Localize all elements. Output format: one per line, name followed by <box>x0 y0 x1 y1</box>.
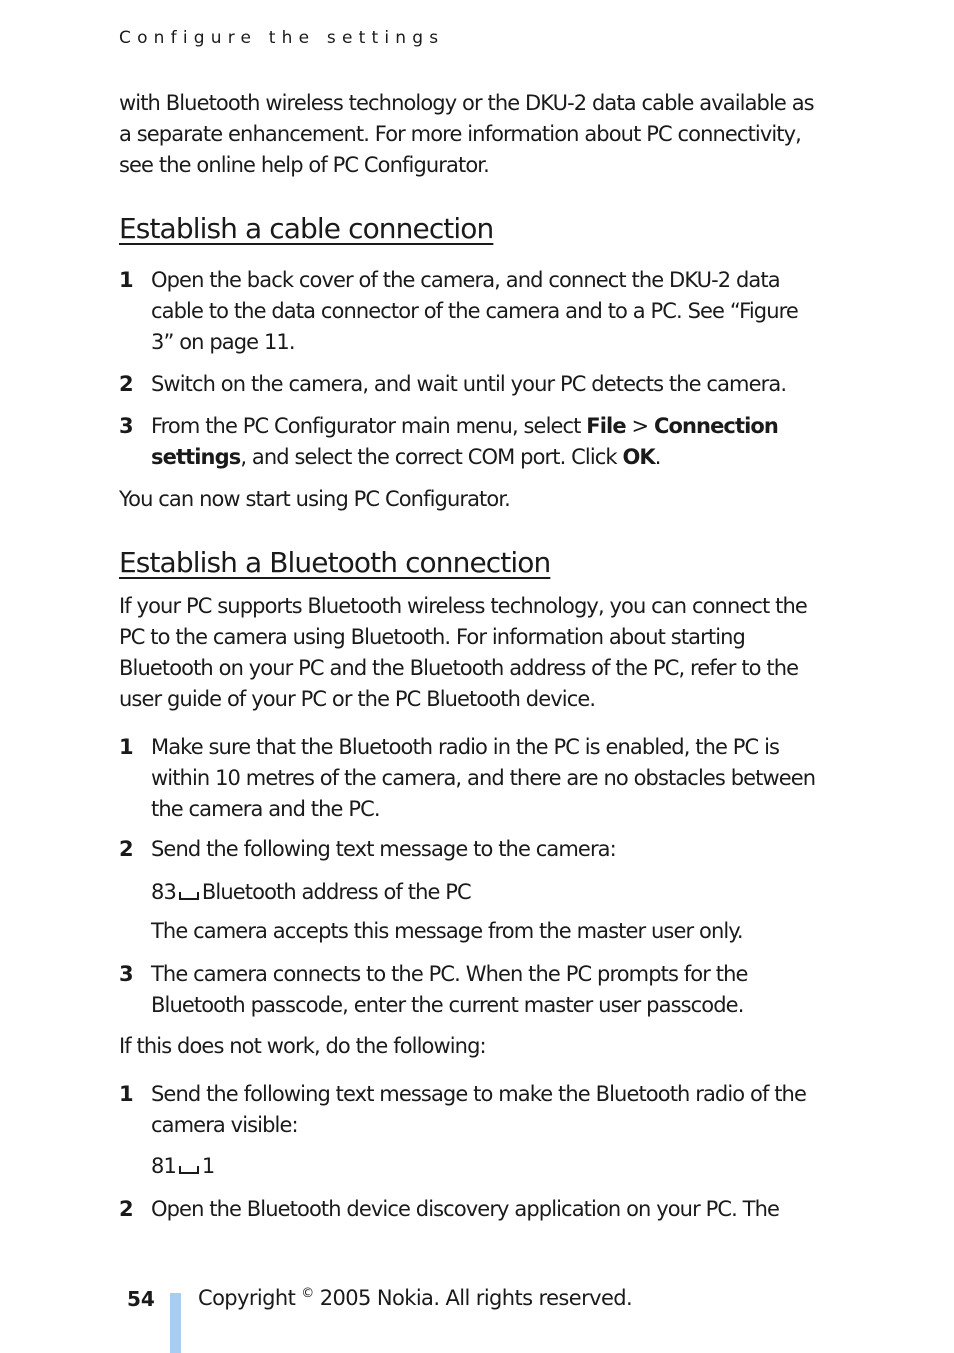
cable-step-1 <box>119 265 819 358</box>
bt-step-2 <box>119 834 819 865</box>
step-text: Open the Bluetooth device discovery application on your PC. The <box>151 1197 780 1221</box>
fallback-step-1 <box>119 1079 819 1141</box>
step-text-part: , and select the correct COM port. Click <box>240 445 623 469</box>
message-code: 81 <box>151 1154 176 1178</box>
step-number: 1 <box>119 1082 133 1106</box>
bt-intro-paragraph: If your PC supports Bluetooth wireless technology, you can connect the PC to the camera using Bluetooth. For information about starting Bluetooth on your PC and the Bluetooth address of the PC, refer to the user guide of your PC or the PC Bluetooth device. <box>119 594 807 711</box>
bt-step-1 <box>119 732 819 825</box>
footer-accent-bar <box>170 1293 181 1353</box>
menu-separator: > <box>625 414 654 438</box>
copyright-suffix: 2005 Nokia. All rights reserved. <box>313 1286 633 1310</box>
step-number: 1 <box>119 268 133 292</box>
step-text-part: . <box>654 445 661 469</box>
page-number: 54 <box>127 1287 155 1311</box>
menu-file: File <box>586 414 626 438</box>
cable-step-2 <box>119 369 819 400</box>
step-text-part: From the PC Configurator main menu, select <box>151 414 587 438</box>
space-symbol-icon <box>179 892 199 900</box>
running-header: Configure the settings <box>119 28 445 48</box>
copyright-notice <box>198 1286 632 1310</box>
step-text: Send the following text message to the camera: <box>151 837 616 861</box>
step-text: Send the following text message to make the Bluetooth radio of the camera visible: <box>151 1082 806 1137</box>
copyright-symbol: © <box>301 1286 314 1301</box>
space-symbol-icon <box>179 1166 199 1174</box>
bt-section-title: Establish a Bluetooth connection <box>119 546 551 579</box>
copyright-prefix: Copyright <box>198 1286 302 1310</box>
cable-step-3 <box>119 411 819 473</box>
master-user-note: The camera accepts this message from the master user only. <box>151 919 743 943</box>
step-number: 2 <box>119 837 133 861</box>
step-text <box>151 411 819 473</box>
step-text: The camera connects to the PC. When the PC prompts for the Bluetooth passcode, enter the current master user passcode. <box>151 962 748 1017</box>
message-81 <box>151 1151 821 1182</box>
intro-paragraph: with Bluetooth wireless technology or the DKU-2 data cable available as a separate enhancement. For more information about PC connectivity, see the online help of PC Configurator. <box>119 91 814 177</box>
step-number: 3 <box>119 962 133 986</box>
cable-closing: You can now start using PC Configurator. <box>119 487 510 511</box>
step-number: 2 <box>119 1197 133 1221</box>
message-83 <box>151 877 821 908</box>
step-number: 2 <box>119 372 133 396</box>
menu-connection-settings: Connection settings <box>151 414 778 469</box>
message-rest: Bluetooth address of the PC <box>201 880 471 904</box>
step-text: Switch on the camera, and wait until your PC detects the camera. <box>151 372 787 396</box>
message-rest: 1 <box>201 1154 215 1178</box>
step-number: 3 <box>119 414 133 438</box>
fallback-step-2 <box>119 1194 819 1225</box>
fallback-intro: If this does not work, do the following: <box>119 1034 486 1058</box>
ok-label: OK <box>622 445 655 469</box>
message-code: 83 <box>151 880 176 904</box>
step-text: Make sure that the Bluetooth radio in the PC is enabled, the PC is within 10 metres of the camera, and there are no obstacles between the camera and the PC. <box>151 735 816 821</box>
step-number: 1 <box>119 735 133 759</box>
bt-step-3 <box>119 959 819 1021</box>
cable-section-title: Establish a cable connection <box>119 212 494 245</box>
step-text: Open the back cover of the camera, and connect the DKU-2 data cable to the data connector of the camera and to a PC. See “Figure 3” on page 11. <box>151 268 798 354</box>
